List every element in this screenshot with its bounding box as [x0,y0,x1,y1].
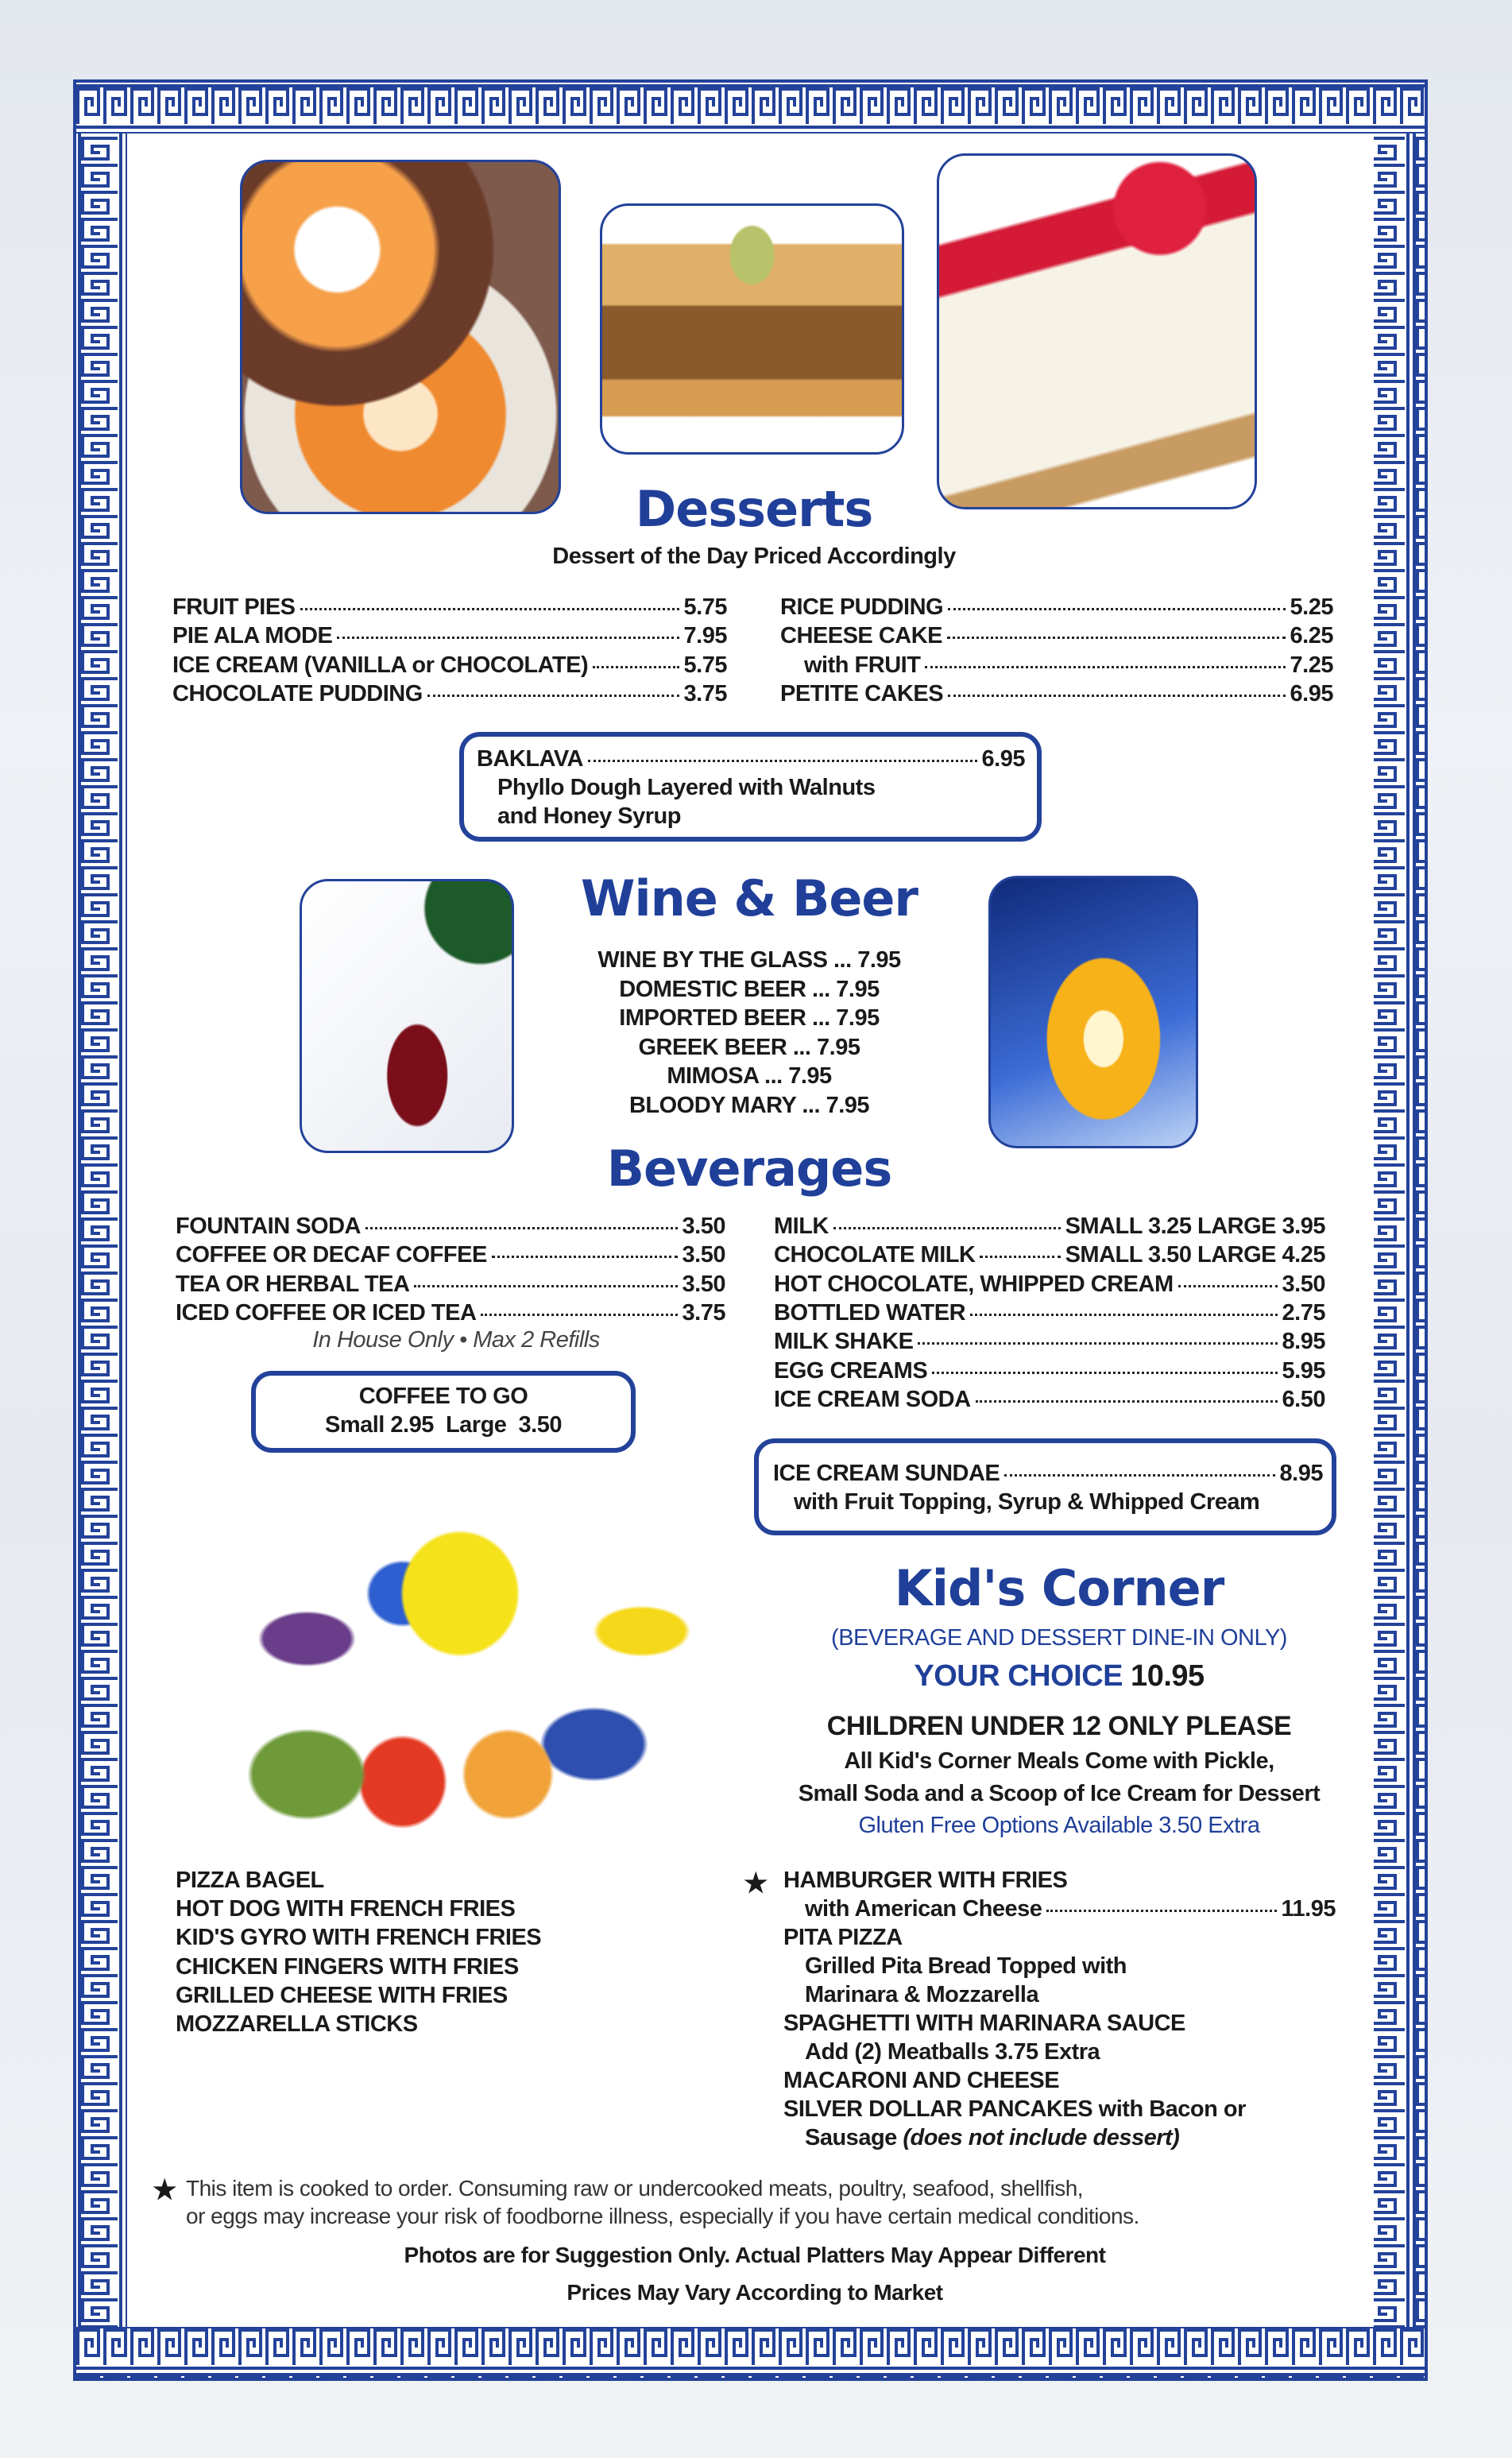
menu-item-row [774,1358,1325,1384]
item-name: BAKLAVA [477,746,583,772]
item-price: 3.50 [1282,1271,1325,1297]
kids-item-price-row [805,1896,1336,1922]
sundae-row [773,1461,1323,1487]
item-name: MILK [774,1214,829,1239]
item-price: 7.95 [683,623,727,649]
dot-leader [337,637,679,639]
menu-item-row [774,1214,1325,1240]
item-name: MILK SHAKE [774,1329,914,1355]
item-desc-text: Sausage [805,2125,897,2150]
coffee-to-go-title: COFFEE TO GO [358,1384,528,1409]
menu-item-row [172,652,727,679]
item-name: ICE CREAM SUNDAE [773,1461,1000,1486]
dot-leader [593,666,679,668]
menu-item-row [774,1272,1325,1298]
menu-item-row [780,623,1333,649]
item-desc: with American Cheese [805,1896,1042,1922]
menu-item-row [780,681,1333,707]
wine-beer-item: MIMOSA ... 7.95 [667,1063,832,1089]
dot-leader [588,760,977,762]
dot-leader [492,1256,678,1258]
item-price: 5.75 [683,652,727,678]
your-choice [914,1659,1204,1694]
dot-leader [365,1227,678,1229]
kids-item: CHICKEN FINGERS WITH FRIES [176,1953,519,1980]
item-price: 3.50 [682,1214,725,1239]
wine-beer-item: DOMESTIC BEER ... 7.95 [619,976,880,1002]
item-name: TEA OR HERBAL TEA [176,1271,410,1297]
item-price: 6.25 [1290,623,1333,649]
food-warning: This item is cooked to order. Consuming raw or undercooked meats, poultry, seafood, shellfish, [186,2176,1084,2201]
item-name: CHOCOLATE MILK [774,1242,976,1268]
dot-leader [918,1342,1277,1345]
sundae-box [754,1438,1336,1535]
item-price: 3.50 [682,1242,725,1268]
beer-photo [988,876,1198,1148]
food-warning: or eggs may increase your risk of foodborne illness, especially if you have certain medical conditions. [186,2204,1139,2228]
kids-item: MACARONI AND CHEESE [783,2068,1060,2093]
desserts-title: Desserts [635,480,873,538]
item-name: PIE ALA MODE [172,623,333,649]
kids-item: HOT DOG WITH FRENCH FRIES [176,1896,516,1922]
sundae-desc: with Fruit Topping, Syrup & Whipped Cream [794,1489,1260,1515]
dot-leader [1004,1474,1274,1477]
red-wine-photo [300,879,514,1153]
dot-leader [925,666,1285,668]
item-price: 5.25 [1290,594,1333,620]
meal-includes: All Kid's Corner Meals Come with Pickle, [844,1748,1274,1774]
your-choice-label: YOUR CHOICE [914,1659,1123,1693]
item-name: COFFEE OR DECAF COFFEE [176,1242,487,1268]
item-name: PETITE CAKES [780,680,944,706]
item-name: BOTTLED WATER [774,1299,966,1326]
kids-item: PITA PIZZA [783,1925,903,1950]
item-price: 6.50 [1282,1386,1325,1412]
menu-item-row [176,1300,725,1326]
item-price: SMALL 3.50 LARGE 4.25 [1065,1242,1325,1268]
kids-item: SPAGHETTI WITH MARINARA SAUCE [783,2011,1185,2036]
kids-item: PIZZA BAGEL [176,1868,324,1893]
your-choice-price: 10.95 [1131,1659,1205,1693]
wine-beer-item: GREEK BEER ... 7.95 [638,1034,860,1060]
dot-leader [948,608,1285,610]
item-name: RICE PUDDING [780,594,944,620]
prices-disclaimer: Prices May Vary According to Market [567,2280,943,2305]
baklava-row [477,746,1025,772]
menu-item-row [176,1214,725,1240]
photos-disclaimer: Photos are for Suggestion Only. Actual Platters May Appear Different [404,2243,1106,2267]
kids-item: MOZZARELLA STICKS [176,2011,418,2037]
item-price: 11.95 [1281,1896,1336,1922]
dot-leader [976,1400,1278,1403]
menu-item-row [774,1329,1325,1355]
item-desc: Marinara & Mozzarella [805,1982,1039,2007]
item-name: ICE CREAM (VANILLA or CHOCOLATE) [172,652,589,678]
baklava-desc: Phyllo Dough Layered with Walnuts [497,775,876,800]
kids-corner-title: Kid's Corner [894,1559,1224,1617]
meal-includes: Small Soda and a Scoop of Ice Cream for Dessert [798,1781,1321,1806]
item-price: SMALL 3.25 LARGE 3.95 [1065,1214,1325,1239]
item-name: FRUIT PIES [172,594,296,620]
coffee-to-go-box [251,1371,636,1453]
dot-leader [1046,1910,1276,1912]
item-price: 8.95 [1282,1329,1325,1355]
dot-leader [1178,1285,1278,1287]
item-price: 7.25 [1290,652,1333,678]
sesame-street-characters-image [211,1481,690,1857]
item-price: 3.50 [682,1271,725,1297]
dine-in-note: (BEVERAGE AND DESSERT DINE-IN ONLY) [831,1625,1287,1651]
wine-beer-item: IMPORTED BEER ... 7.95 [619,1005,880,1031]
kids-item: GRILLED CHEESE WITH FRIES [176,1982,508,2008]
wine-beer-item: WINE BY THE GLASS ... 7.95 [597,947,901,973]
dot-leader [948,695,1285,697]
dot-leader [932,1372,1277,1374]
dot-leader [481,1314,677,1316]
kids-item: HAMBURGER WITH FRIES [783,1868,1068,1893]
kids-item: SILVER DOLLAR PANCAKES with Bacon or [783,2096,1246,2122]
desserts-subtitle: Dessert of the Day Priced Accordingly [552,544,956,569]
item-name: with FRUIT [804,652,921,678]
ice-cream-pie-photo [240,160,561,514]
item-price: 6.95 [1290,680,1333,706]
item-price: 6.95 [981,746,1025,772]
menu-item-row [774,1242,1325,1268]
item-name: CHOCOLATE PUDDING [172,680,423,706]
dot-leader [970,1314,1277,1316]
menu-item-row [774,1300,1325,1326]
gluten-free-note: Gluten Free Options Available 3.50 Extra [858,1813,1260,1838]
item-price: 3.75 [682,1299,725,1326]
item-price: 5.75 [683,594,727,620]
baklava-desc: and Honey Syrup [497,803,681,829]
dot-leader [980,1256,1060,1258]
item-desc: Add (2) Meatballs 3.75 Extra [805,2039,1100,2065]
baklava-photo [600,203,904,455]
cheesecake-photo [937,153,1257,509]
dot-leader [833,1227,1061,1229]
dot-leader [300,608,679,610]
kids-item: KID'S GYRO WITH FRENCH FRIES [176,1925,542,1951]
star-icon: ★ [153,2175,176,2205]
item-note: (does not include dessert) [903,2125,1180,2150]
wine-beer-title: Wine & Beer [581,869,918,927]
item-name: CHEESE CAKE [780,623,942,649]
item-desc [805,2125,1179,2151]
item-name: FOUNTAIN SODA [176,1214,362,1239]
dot-leader [427,695,679,697]
item-price: 3.75 [683,680,727,706]
item-name: ICE CREAM SODA [774,1386,971,1412]
menu-item-row [172,623,727,649]
beverages-title: Beverages [606,1140,892,1198]
menu-item-row [176,1272,725,1298]
item-name: ICED COFFEE OR ICED TEA [176,1299,477,1326]
under-12-note: CHILDREN UNDER 12 ONLY PLEASE [826,1711,1292,1741]
baklava-box [459,732,1042,842]
star-icon: ★ [744,1868,768,1899]
coffee-to-go-prices: Small 2.95 Large 3.50 [324,1412,562,1438]
menu-item-row [172,681,727,707]
menu-item-row [176,1242,725,1268]
menu-item-row [780,652,1333,679]
menu-item-row [172,594,727,621]
menu-item-row [774,1387,1325,1413]
item-price: 2.75 [1282,1299,1325,1326]
menu-item-row [780,594,1333,621]
dot-leader [414,1285,677,1287]
refill-note: In House Only • Max 2 Refills [312,1327,600,1353]
dot-leader [947,637,1286,639]
item-desc: Grilled Pita Bread Topped with [805,1953,1127,1979]
wine-beer-item: BLOODY MARY ... 7.95 [628,1092,870,1118]
item-name: HOT CHOCOLATE, WHIPPED CREAM [774,1271,1174,1297]
item-name: EGG CREAMS [774,1357,928,1384]
item-price: 8.95 [1279,1461,1323,1486]
item-price: 5.95 [1282,1357,1325,1384]
